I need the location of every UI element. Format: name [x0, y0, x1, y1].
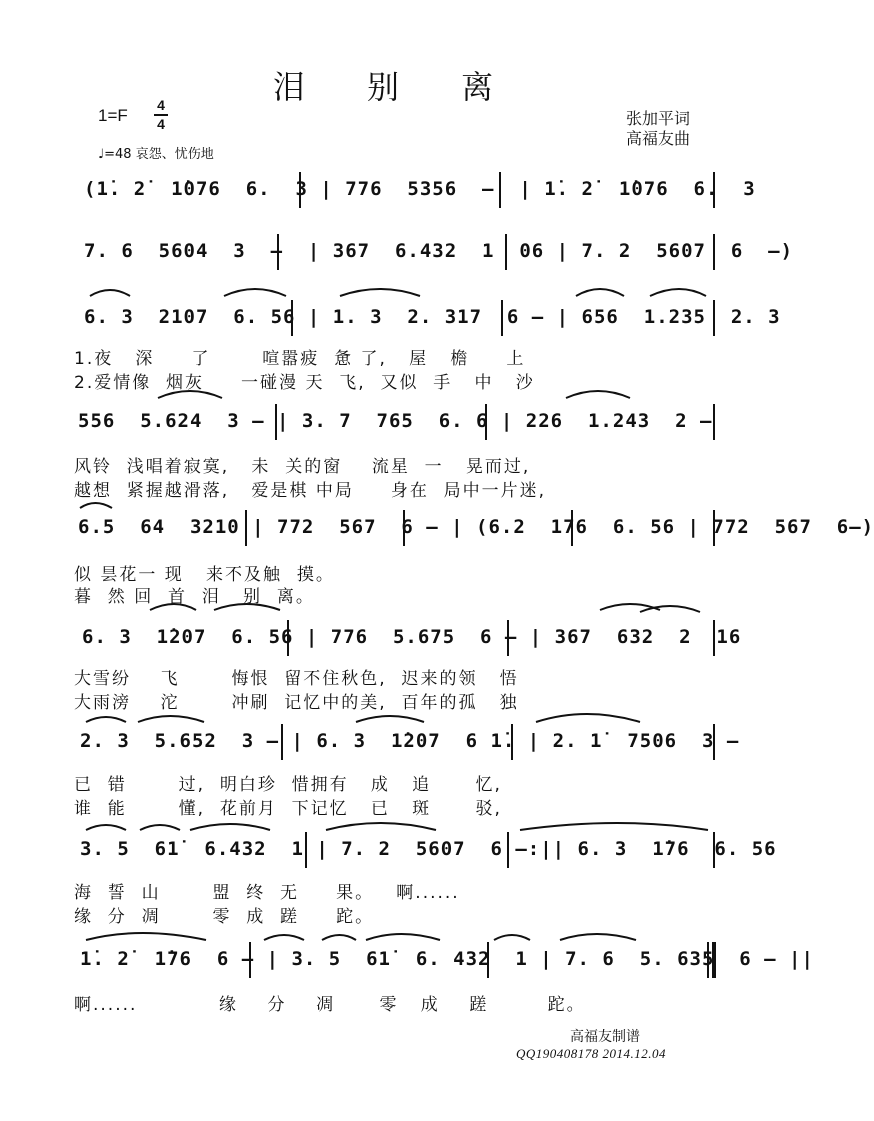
- tie: [138, 716, 204, 722]
- tie: [190, 824, 270, 830]
- tie: [560, 934, 636, 940]
- lyric-line-3-verse-2: 2.爱情像 烟灰 一碰漫 天 飞, 又似 手 中 沙: [74, 373, 535, 393]
- tie: [576, 289, 624, 296]
- lyricist-credit: 张加平词: [626, 109, 691, 128]
- tie: [264, 935, 304, 940]
- time-signature-bottom: 4: [157, 116, 165, 132]
- key-signature: 1=F: [98, 106, 128, 125]
- contact-and-date: QQ190408178 2014.12.04: [516, 1046, 667, 1061]
- score-system-6: 6. 3 1̇207 6. 56 | 776 5.675 6 – | 367 632 2 16: [82, 626, 742, 648]
- lyric-line-9: 啊...... 缘 分 凋 零 成 蹉 跎。: [74, 995, 586, 1015]
- tie: [80, 503, 112, 508]
- score-system-7: 2. 3 5.652 3 – | 6. 3 1̇207 6 1̇. | 2. 1̇ 7506 3 –: [80, 730, 740, 752]
- tie: [640, 606, 700, 612]
- tie: [566, 391, 630, 398]
- lyric-line-7-verse-1: 已 错 过, 明白珍 惜拥有 成 追 忆,: [74, 775, 502, 795]
- tie: [536, 714, 640, 722]
- tie: [86, 825, 126, 830]
- score-system-9: 1̇. 2̇ 1̇76 6 – | 3. 5 61̇ 6. 432 1 | 7. 6 5. 635 6 – ||: [80, 948, 814, 970]
- tie: [90, 290, 130, 296]
- lyric-line-6-verse-1: 大雪纷 飞 悔恨 留不住秋色, 迟来的领 悟: [74, 669, 519, 689]
- lyric-line-3-verse-1: 1.夜 深 了 喧嚣疲 惫 了, 屋 檐 上: [74, 349, 526, 369]
- lyric-line-5-verse-1: 似 昙花一 现 来不及触 摸。: [74, 565, 335, 585]
- score-system-4: 556 5.624 3 – | 3. 7 765 6. 6 | 226 1.243 2 –: [78, 410, 713, 432]
- tie: [140, 825, 180, 830]
- tie: [340, 289, 420, 296]
- tie: [322, 935, 356, 940]
- score-system-1: (1̇. 2̇ 1̇076 6. 3 | 776 5356 – | 1̇. 2̇ 1̇076 6. 3: [84, 178, 756, 200]
- time-signature: [154, 98, 168, 132]
- tie: [494, 935, 530, 940]
- lyric-line-4-verse-2: 越想 紧握越滑落, 爱是棋 中局 身在 局中一片迷,: [74, 481, 547, 501]
- lyric-line-4-verse-1: 风铃 浅唱着寂寞, 未 关的窗 流星 一 晃而过,: [74, 457, 531, 477]
- tie: [600, 604, 660, 610]
- tie: [356, 716, 424, 722]
- transcriber-credit: 高福友制谱: [570, 1029, 640, 1045]
- lyric-line-6-verse-2: 大雨滂 沱 冲刷 记忆中的美, 百年的孤 独: [74, 693, 519, 713]
- lyric-line-8-verse-2: 缘 分 凋 零 成 蹉 跎。: [74, 907, 375, 927]
- time-signature-top: 4: [157, 97, 165, 113]
- score-system-8: 3. 5 61̇ 6.432 1 | 7. 2 5607 6 –:|| 6. 3 1̇76 6. 56: [80, 838, 777, 860]
- lyric-line-5-verse-2: 暮 然 回 首 泪 别 离。: [74, 587, 315, 607]
- composer-credit: 高福友曲: [626, 129, 691, 148]
- tie: [326, 823, 436, 830]
- lyric-line-7-verse-2: 谁 能 懂, 花前月 下记忆 已 斑 驳,: [74, 799, 502, 819]
- song-title: 泪 别 离: [272, 68, 520, 106]
- score-system-3: 6. 3 2107 6. 56 | 1. 3 2. 317 6 – | 656 1.235 2. 3: [84, 306, 781, 328]
- lyric-line-8-verse-1: 海 誓 山 盟 终 无 果。 啊......: [74, 883, 460, 903]
- score-system-2: 7. 6 5604 3 – | 367 6.432 1 06 | 7. 2 5607 6 –): [84, 240, 794, 262]
- score-system-5: 6.5 64 3210 | 772 567 6 – | (6.2 176 6. 56 | 772 567 6–): [78, 516, 874, 538]
- tie: [224, 289, 286, 296]
- tie: [86, 717, 126, 722]
- tie: [520, 823, 708, 830]
- tie: [86, 933, 206, 940]
- tempo-marking: ♩=48 哀怨、忧伤地: [98, 147, 214, 162]
- tie: [650, 289, 706, 296]
- tie: [366, 934, 440, 940]
